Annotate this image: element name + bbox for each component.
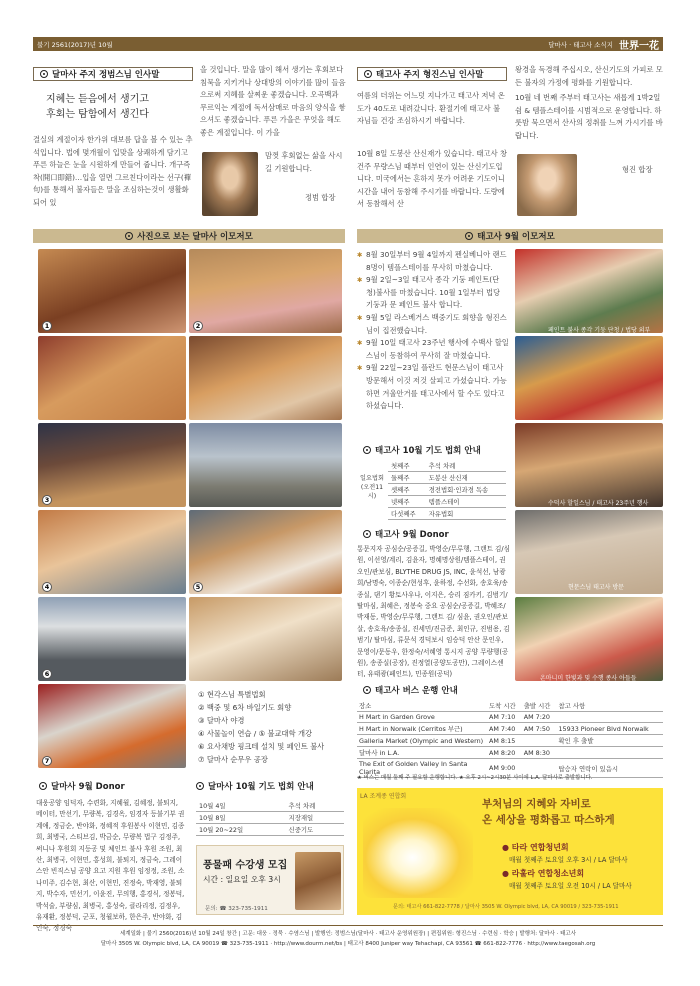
table-row: 달마사 in L.A. AM 8:20 AM 8:30 — [357, 747, 663, 759]
greeting2-body3: 왕경을 독경해 주십시오, 산신기도의 가피로 모든 불자의 가정에 평화를 기원합니다. — [515, 65, 663, 87]
taego-prayer-table — [388, 460, 506, 520]
table-row: The Exit of Golden Valley In Santa Clarita AM 9:00 탑승자 연락이 있음시 — [357, 759, 663, 778]
footer-line1: 세계일화 | 불기 2560(2016)년 10월 24일 창간 | 고문: 대웅 · 정묵 · 수염스님 | 발행인: 정범스님(달마사 · 태고사 운영위원장) | 편집위원: 형진스님 · 수련심 · 학승 | 발행처: 달마사 · 태고사 — [119, 931, 577, 937]
dharma-prayer-title: 달마사 10월 기도 법회 안내 — [190, 779, 345, 793]
flower-image — [363, 808, 473, 898]
greeting1-headline: 지혜는 듣음에서 생기고 후회는 탐함에서 생긴다 — [46, 94, 149, 120]
bus-table — [357, 700, 663, 778]
legend-item: ② 백중 및 6차 바일기도 회향 — [198, 703, 292, 712]
greeting1-body1: 결실의 계절이자 한가위 대보름 답을 볼 수 있는 추석입니다. 법에 몇개월이 입맞을 상쾌하게 담기고 푸른 하늘은 눈을 시원하게 만들어 줍니다. 개구즉착(開口即錯)…입을 열면 그르친다이라는 선구(禪句)를 통해서 불자들은 말을 조심하는것이 생활화되어 있 — [33, 135, 193, 207]
taego-photo-4 — [515, 597, 663, 681]
photo-4 — [38, 510, 186, 594]
abbot-jeongbeom-photo — [202, 152, 258, 216]
legend-item: ⑦ 달마사 순무우 공장 — [198, 755, 268, 764]
greeting2-body2: 10월 8일 도봉산 산신재가 있습니다. 태고사 창건주 무량스님 때부터 인연이 있는 산신기도입니다. 미국에서는 흔하지 못가 어려운 기도이니 시간을 내어 동참해 주시기를 바랍니다. 도량에서 동참해서 산 — [357, 149, 507, 209]
issue-date: 불기 2561(2017)년 10월 — [37, 40, 113, 49]
dharma-donor-title: 달마사 9월 Donor — [33, 779, 173, 793]
news-item: ✱ 9월 22일~23일 플란드 현문스님이 태고사 방문해서 이것 저것 살피고 가셨습니다. 가능하면 겨울안거를 태고사에서 할 수도 있다고 하셨습니다. — [357, 362, 509, 412]
circle-bullet-icon — [196, 782, 204, 790]
news-item: ✱ 9월 5일 라스베거스 백중기도 회향을 형진스님이 집전했습니다. — [357, 312, 509, 337]
newsletter-subtitle: 달마사 · 태고사 소식지 — [548, 40, 613, 49]
taego-photo-1 — [515, 249, 663, 333]
page-footer — [33, 925, 663, 955]
table-row: 넷째주 템플스테이 — [388, 496, 506, 508]
photo-number-2: 2 — [193, 321, 203, 331]
youth-tag: LA 조계종 연합회 — [360, 793, 407, 800]
photo-number-6: 6 — [42, 669, 52, 679]
youth-item2-desc: 매월 첫째주 토요일 오전 10시 / LA 달마사 — [509, 882, 632, 890]
photo-number-4: 4 — [42, 582, 52, 592]
greeting1-sign: 정범 합장 — [305, 193, 336, 202]
photo-number-3: 3 — [42, 495, 52, 505]
table-row: 셋째주 경전법회·인과경 독송 — [388, 484, 506, 496]
table-row: 둘째주 도봉산 산신재 — [388, 472, 506, 484]
greeting2-body4: 10월 네 번째 주부터 태고사는 새롭게 1박2일 쉼 & 템플스테이를 시범적으로 운영합니다. 하룻밤 묵으면서 산사의 정취를 느껴 가시기를 바랍니다. — [515, 93, 663, 140]
legend-item: ⑥ 요사채방 핑크테 설치 및 페인트 불사 — [198, 742, 325, 751]
news-item: ✱ 8월 30일부터 9월 4일까지 펜실베니아 랜드 8명이 템플스테이를 무사히 마쳤습니다. — [357, 249, 509, 274]
dharma-prayer-table — [196, 800, 344, 836]
circle-bullet-icon — [363, 686, 371, 694]
circle-bullet-icon — [363, 530, 371, 538]
photo-6 — [38, 597, 186, 681]
abbot-hyeongjin-photo — [517, 154, 577, 216]
greeting1-body3: 맘껏 후회없는 삶을 사시길 기원합니다. — [265, 151, 343, 173]
taego-section-title: 태고사 9월 이모저모 — [357, 229, 663, 243]
taego-donor-list: 통문지자 공심순/공증길, 박영순/무루행, 그랜트 김/심원, 이선영/계리, 김윤자, 명혜명상원/템플스테이, 권오인/관보심, BLYTHE DRUG JS, INC, 윤석선, 남광희/남명숙, 이종순/현성후, 윤하정, 수선화, 송호육/송종실, 댄기 황토사우나, 이지은, 승리 짐카키, 김범기/탈마심, 최혜은, 정봉숙 중요 공심순/공증길, 박혜조/박재동, 박영순/무루행, 그랜트 김/ 심윤, 권오인/관보살, 송호육/송종실, 진세민/진금준, 최인규, 진범용, 김범기/ 탈마심, 류문석 경덕보시 임승덕 안산 문인우, 문영이/문동우, 한정숙/서혜영 통시지 공양 무량행(공원), 송종실(공장), 진정열(공양도공만), 그레이스센터, 유태광(페인트), 민종원(공덕) — [357, 545, 511, 679]
photo-number-7: 7 — [42, 756, 52, 766]
greeting1-body2: 을 것입니다. 말을 많이 해서 생기는 후회보다 침묵을 지키거나 상대방의 이야기를 많이 들음으로써 지혜를 살찌운 좋겠습니다. 오곡백과 무르익는 계절에 독서삼매로 마음의 양식을 쌓으셔도 좋겠습니다. 푸른 가을은 무엇을 해도 좋은 계절입니다. 이 가을 — [200, 65, 346, 137]
taego-prayer-side-label: 일요법회 (오전11시) — [360, 475, 384, 500]
taego-photo-caption-3: 현문스님 태고사 방문 — [568, 584, 624, 591]
photos-section-title: 사진으로 보는 달마사 이모저모 — [33, 229, 345, 243]
circle-bullet-icon — [363, 446, 371, 454]
legend-item: ③ 달마사 야경 — [198, 716, 245, 725]
news-item: ✱ 9월 2일~3일 태고사 종각 기둥 페인트(단청)불사를 마쳤습니다. 10월 1일부터 법당 기둥과 문 페인트 불사 합니다. — [357, 274, 509, 312]
table-row: 10월 20~22일 신중기도 — [196, 824, 344, 836]
table-header-row: 장소 도착 시간 출발 시간 참고 사항 — [357, 700, 663, 712]
photo-2b — [189, 336, 342, 420]
table-row: 10월 8일 지장재일 — [196, 812, 344, 824]
taego-photo-caption-4: 온마니미 한빛과 및 수행 종사 아들들 — [540, 675, 637, 682]
photo-legend — [198, 688, 348, 766]
taego-photo-2 — [515, 423, 663, 507]
tea-class-box — [196, 845, 344, 915]
greeting2-title: 태고사 주지 형진스님 인사말 — [357, 67, 507, 81]
youth-item2-title: ● 라훌라 연합청소년회 — [502, 869, 585, 878]
photo-3b — [189, 423, 342, 507]
taego-donor-title: 태고사 9월 Donor — [357, 527, 509, 541]
photo-number-5: 5 — [193, 582, 203, 592]
table-row: 다섯째주 자유법회 — [388, 508, 506, 520]
youth-contact: 문의: 태고사 661-822-7778 / 달마사 3505 W. Olympic blvd, LA, CA 90019 / 323-735-1911 — [393, 904, 619, 910]
tea-title: 풍물패 수강생 모집 — [203, 860, 288, 871]
greeting2-sign: 형진 합장 — [622, 165, 653, 174]
photo-6b — [189, 597, 342, 681]
page-header — [33, 37, 663, 51]
circle-bullet-icon — [465, 232, 473, 240]
table-row: Galleria Market (Olympic and Western) AM 8:15 확인 후 출발 — [357, 735, 663, 747]
youth-box — [357, 788, 663, 915]
photo-number-1: 1 — [42, 321, 52, 331]
table-row: 첫째주 추석 차례 — [388, 460, 506, 472]
photo-1 — [38, 249, 186, 333]
news-item: ✱ 9월 10일 태고사 23주년 행사에 수백사 할일스님이 동참하여 무사히 잘 마쳤습니다. — [357, 337, 509, 362]
photo-3 — [38, 423, 186, 507]
footer-line2: 달마사 3505 W. Olympic blvd, LA, CA 90019 ☎ 323-735-1911 · http://www.dourm.net/bs | 태고사 8400 Juniper way Tehachapi, CA 93561 ☎ 661-822-7776 · http://www.taegosah.org — [100, 941, 596, 947]
circle-bullet-icon — [125, 232, 133, 240]
taego-photo-1b — [515, 336, 663, 420]
youth-item1-desc: 매월 첫째주 토요일 오후 3시 / LA 달마사 — [509, 856, 628, 864]
bus-note: ★ 버스는 매월 둘째 주 필요할 운행합니다. ★ 오후 2시~2시30분 사이에 L.A. 달마사로 출발합니다. — [357, 775, 593, 781]
youth-item1-title: ● 타라 연합청년회 — [502, 843, 569, 852]
taego-news-list — [357, 249, 509, 413]
circle-bullet-icon — [364, 70, 372, 78]
photo-5 — [189, 510, 342, 594]
photo-2 — [189, 249, 342, 333]
taego-prayer-title: 태고사 10월 기도 법회 안내 — [357, 443, 509, 457]
taego-photo-caption-2: 수덕사 할일스님 / 태고사 23주년 행사 — [548, 500, 649, 507]
tea-phone: 문의: ☎ 323-735-1911 — [205, 906, 268, 912]
taego-photo-caption-1: 페인트 불사 종각 기둥 단청 / 법당 외부 — [548, 327, 651, 334]
dharma-donor-list: 대웅공양 임덕자, 수련화, 지혜월, 김혜정, 불퇴지, 메이터, 만선기, 무량복, 김경옥, 임경자 등불기부 권계애, 정금순, 반야화, 정혜적 후원봉사 이현민, 김종희, 최병국, 스티브김, 박금순, 무량복 법구 김정주, 써니나 후원회 지등공 및 체인트 불사 후원 조원, 최산, 최병국, 이현민, 홍성희, 불퇴지, 정금숙, 그레이스안 빈직스님 공양 요고 지원 후원 임정정, 조원, 소나미주, 김수현, 최산, 이현민, 진정숙, 박재영, 불퇴지, 박수자, 민선기, 이윤진, 무의행, 홍경식, 정봉덕, 박석술, 부량심, 최병국, 홍성숙, 클라리정, 김정우, 유재환, 정봉덕, 군포, 청월보하, 한은주, 반야화, 김인숙, 정경숙 — [36, 799, 185, 933]
tea-photo — [295, 852, 341, 910]
circle-bullet-icon — [40, 70, 48, 78]
table-row: 10월 4일 추석 차례 — [196, 800, 344, 812]
greeting1-title: 달마사 주지 정범스님 인사말 — [33, 67, 193, 81]
legend-item: ④ 사물놀이 연습 / ⑤ 불교대학 개강 — [198, 729, 313, 738]
photo-1b — [38, 336, 186, 420]
youth-headline: 부처님의 지혜와 자비로 온 세상을 평화롭고 따스하게 — [482, 798, 615, 826]
legend-item: ① 현각스님 특별법회 — [198, 690, 266, 699]
circle-bullet-icon — [39, 782, 47, 790]
table-row: H Mart in Norwalk (Cerritos 부근) AM 7:40 AM 7:50 15933 Pioneer Blvd Norwalk — [357, 723, 663, 735]
bus-title: 태고사 버스 운행 안내 — [357, 683, 557, 697]
photo-7 — [38, 684, 186, 768]
table-row: H Mart in Garden Grove AM 7:10 AM 7:20 — [357, 712, 663, 723]
tea-time: 시간 : 일요일 오후 3시 — [203, 875, 281, 884]
newsletter-logo: 世界一花 — [619, 40, 659, 52]
greeting2-body1: 여름의 더위는 어느덧 지나가고 태고사 저녁 온도가 40도로 내려갔니다. 환절기에 태고사 불자님들 건강 조심하시기 바랍니다. — [357, 91, 505, 126]
